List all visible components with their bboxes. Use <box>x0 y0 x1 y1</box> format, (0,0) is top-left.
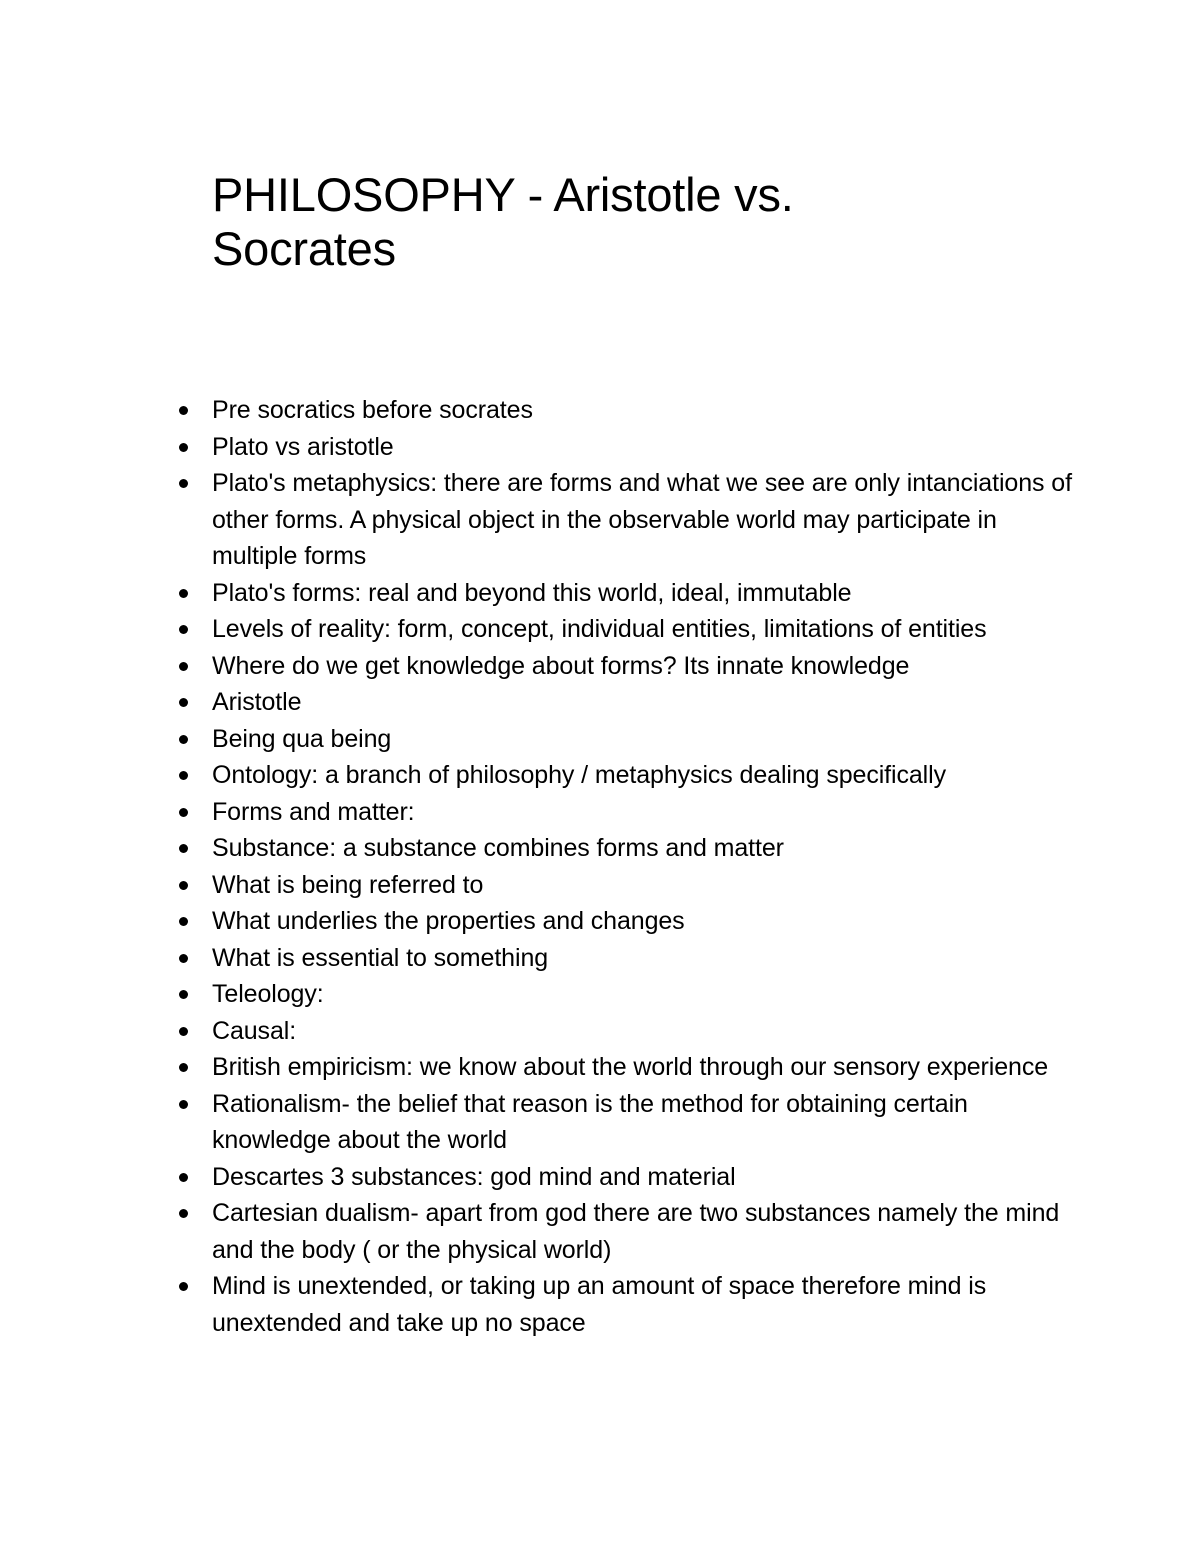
list-item <box>212 721 1072 758</box>
list-item <box>212 1268 1072 1341</box>
list-item <box>212 1195 1072 1268</box>
bullet-icon <box>179 844 188 853</box>
bullet-icon <box>179 917 188 926</box>
bullet-icon <box>179 771 188 780</box>
list-item-text: Being qua being <box>212 724 392 753</box>
bullet-icon <box>179 735 188 744</box>
list-item-text: What is being referred to <box>212 870 484 899</box>
list-item <box>212 757 1072 794</box>
list-item-text: Cartesian dualism- apart from god there are two substances namely the mind and the body ( or the physical world) <box>212 1199 1060 1264</box>
page-title: PHILOSOPHY - Aristotle vs. Socrates <box>212 168 794 275</box>
bullet-icon <box>179 808 188 817</box>
list-item <box>212 867 1072 904</box>
list-item <box>212 465 1072 575</box>
list-item-text: Substance: a substance combines forms and matter <box>212 834 784 862</box>
list-item <box>212 903 1072 940</box>
bullet-icon <box>179 406 188 415</box>
list-item <box>212 648 1072 685</box>
bullet-icon <box>179 479 188 488</box>
list-item <box>212 940 1072 977</box>
list-item-text: Rationalism- the belief that reason is the method for obtaining certain knowledge about the world <box>212 1089 968 1154</box>
list-item-text: British empiricism: we know about the world through our sensory experience <box>212 1053 1049 1081</box>
bullet-icon <box>179 589 188 598</box>
bullet-icon <box>179 990 188 999</box>
list-item-text: Where do we get knowledge about forms? Its innate knowledge <box>212 651 910 680</box>
list-item <box>212 1159 1072 1196</box>
list-item-text: Pre socratics before socrates <box>212 396 533 424</box>
bullet-icon <box>179 625 188 634</box>
bullet-icon <box>179 954 188 963</box>
list-item <box>212 830 1072 867</box>
list-item-text: What underlies the properties and changes <box>212 907 685 935</box>
bullet-icon <box>179 1027 188 1036</box>
bullet-icon <box>179 1209 188 1218</box>
list-item <box>212 575 1072 612</box>
bullet-icon <box>179 1173 188 1182</box>
list-item <box>212 392 1072 429</box>
list-item-text: Plato's forms: real and beyond this world, ideal, immutable <box>212 578 852 607</box>
list-item <box>212 1013 1072 1050</box>
list-item <box>212 1086 1072 1159</box>
bullet-icon <box>179 698 188 707</box>
bullet-icon <box>179 443 188 452</box>
list-item-text: Aristotle <box>212 688 302 716</box>
bullet-icon <box>179 1063 188 1072</box>
bullet-icon <box>179 1282 188 1291</box>
list-item <box>212 611 1072 648</box>
list-item-text: Plato vs aristotle <box>212 432 394 461</box>
bullet-icon <box>179 881 188 890</box>
list-item <box>212 429 1072 466</box>
list-item <box>212 976 1072 1013</box>
list-item-text: Levels of reality: form, concept, individual entities, limitations of entities <box>212 615 987 643</box>
list-item-text: Causal: <box>212 1016 297 1045</box>
notes-bullet-list <box>212 392 1072 1341</box>
list-item-text: Mind is unextended, or taking up an amount of space therefore mind is unextended and take up no space <box>212 1272 987 1337</box>
list-item <box>212 684 1072 721</box>
list-item-text: Descartes 3 substances: god mind and material <box>212 1162 736 1191</box>
bullet-icon <box>179 1100 188 1109</box>
list-item <box>212 1049 1072 1086</box>
list-item-text: What is essential to something <box>212 943 549 972</box>
list-item-text: Forms and matter: <box>212 797 415 826</box>
list-item-text: Teleology: <box>212 980 324 1008</box>
list-item <box>212 794 1072 831</box>
list-item-text: Ontology: a branch of philosophy / metaphysics dealing specifically <box>212 761 946 789</box>
bullet-icon <box>179 662 188 671</box>
list-item-text: Plato's metaphysics: there are forms and what we see are only intanciations of other forms. A physical object in the observable world may participate in multiple forms <box>212 469 1072 570</box>
